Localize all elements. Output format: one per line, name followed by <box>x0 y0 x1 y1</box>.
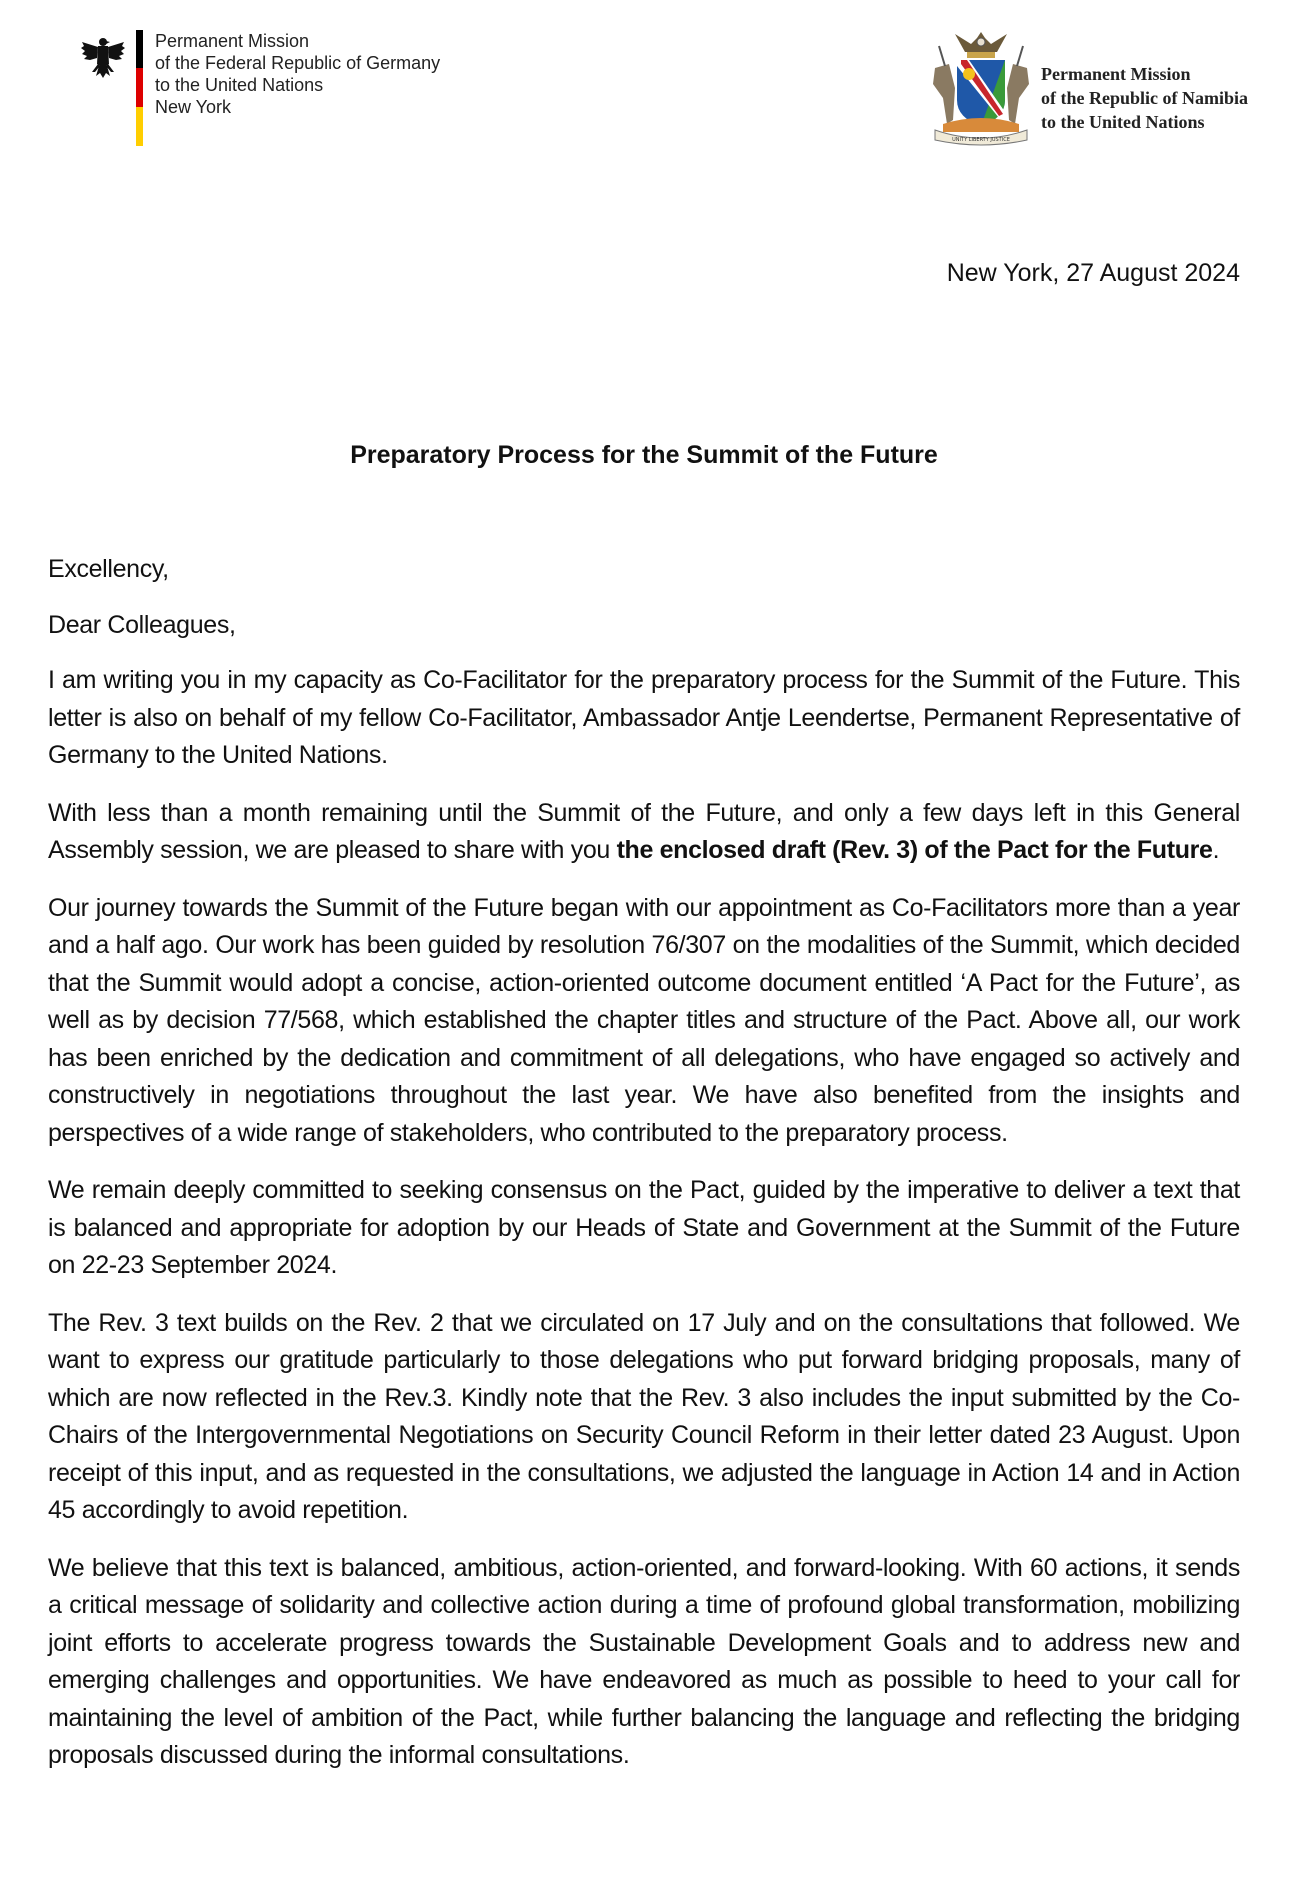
namibia-mission-name <box>1041 62 1248 134</box>
germany-line-3: to the United Nations <box>155 75 324 95</box>
namibia-line-3: to the United Nations <box>1041 112 1205 132</box>
germany-line-1: Permanent Mission <box>155 31 310 51</box>
letter-title: Preparatory Process for the Summit of the Future <box>350 441 938 469</box>
namibia-letterhead <box>925 28 1285 154</box>
german-eagle-icon <box>80 34 126 80</box>
namibia-line-2: of the Republic of Namibia <box>1041 88 1248 108</box>
paragraph-3: Our journey towards the Summit of the Future began with our appointment as Co-Facilitators more than a year and a half ago. Our work has been guided by resolution 76/307 on the modalities of the Summit, which decided that the Summit would adopt a concise, action-oriented outcome document entitled ‘A Pact for the Future’, as well as by decision 77/568, which established the chapter titles and structure of the Pact. Above all, our work has been enriched by the dedication and commitment of all delegations, who have engaged so actively and constructively in negotiations throughout the last year. We have also benefited from the insights and perspectives of a wide range of stakeholders, who contributed to the preparatory process. <box>48 893 1240 1147</box>
germany-mission-name <box>155 30 440 118</box>
paragraph-6: We believe that this text is balanced, ambitious, action-oriented, and forward-looking. With 60 actions, it sends a critical message of solidarity and collective action during a time of profound global transformation, mobilizing joint efforts to accelerate progress towards the Sustainable Development Goals and to address new and emerging challenges and opportunities. We have endeavored as much as possible to heed to your call for maintaining the level of ambition of the Pact, while further balancing the language and reflecting the bridging proposals discussed during the informal consultations. <box>48 1553 1240 1769</box>
salutation-excellency: Excellency, <box>48 555 169 583</box>
letter-body <box>48 551 1240 1795</box>
paragraph-2-end: . <box>1212 836 1220 864</box>
salutation-colleagues: Dear Colleagues, <box>48 610 236 639</box>
paragraph-5: The Rev. 3 text builds on the Rev. 2 that we circulated on 17 July and on the consultations that followed. We want to express our gratitude particularly to those delegations who put forward bridging proposals, many of which are now reflected in the Rev.3. Kindly note that the Rev. 3 also includes the input submitted by the Co-Chairs of the Intergovernmental Negotiations on Security Council Reform in their letter dated 23 August. Upon receipt of this input, and as requested in the consultations, we adjusted the language in Action 14 and in Action 45 accordingly to avoid repetition. <box>48 1308 1240 1524</box>
paragraph-2 <box>48 795 1240 870</box>
letter-date: New York, 27 August 2024 <box>946 259 1240 287</box>
paragraph-2-text: With less than a month remaining until the Summit of the Future, and only a few days left in this General Assembly session, we are pleased to share with you <box>48 798 1240 864</box>
crest-motto-text: UNITY LIBERTY JUSTICE <box>952 137 1010 143</box>
german-flag-bar <box>136 30 143 146</box>
namibia-line-1: Permanent Mission <box>1041 64 1191 84</box>
flag-stripe-gold <box>136 107 143 146</box>
germany-line-2: of the Federal Republic of Germany <box>155 53 441 73</box>
paragraph-1: I am writing you in my capacity as Co-Facilitator for the preparatory process for the Summit of the Future. This letter is also on behalf of my fellow Co-Facilitator, Ambassador Antje Leendertse, Permanent Representative of Germany to the United Nations. <box>48 666 1240 769</box>
paragraph-4: We remain deeply committed to seeking consensus on the Pact, guided by the imperative to deliver a text that is balanced and appropriate for adoption by our Heads of State and Government at the Summit of the Future on 22-23 September 2024. <box>48 1176 1240 1279</box>
flag-stripe-black <box>136 30 143 68</box>
flag-stripe-red <box>136 68 143 107</box>
namibia-coat-of-arms-icon <box>925 28 1037 150</box>
germany-line-4: New York <box>155 97 232 117</box>
paragraph-2-bold: the enclosed draft (Rev. 3) of the Pact for the Future <box>616 836 1213 864</box>
